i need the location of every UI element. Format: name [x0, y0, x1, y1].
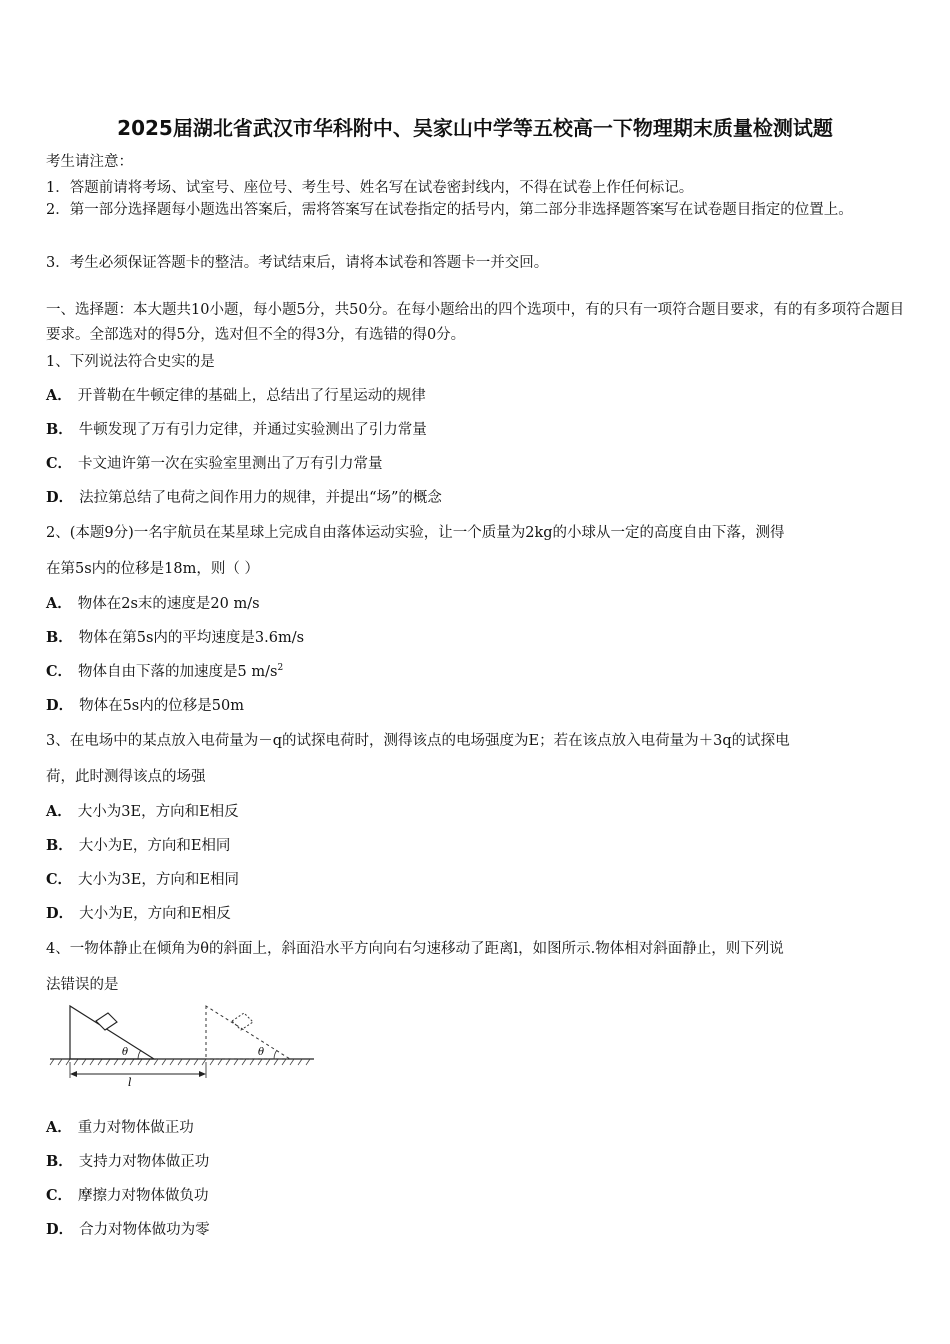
- option-text: 大小为3E，方向和E相同: [78, 872, 239, 888]
- distance-arrow-head-right: [199, 1071, 206, 1077]
- angle-arc-solid: [138, 1050, 141, 1059]
- page-title: 2025届湖北省武汉市华科附中、吴家山中学等五校高一下物理期末质量检测试题: [117, 116, 833, 140]
- q4-option-a: [46, 1116, 908, 1137]
- angle-label-dashed: θ: [258, 1047, 265, 1058]
- q4-option-b: [46, 1150, 908, 1171]
- superscript: 2: [277, 663, 284, 674]
- block-solid: [96, 1013, 117, 1030]
- distance-arrow-head-left: [70, 1071, 77, 1077]
- q4-option-c: [46, 1184, 908, 1205]
- notice-item-3: 3．考生必须保证答题卡的整洁。考试结束后，请将本试卷和答题卡一并交回。: [46, 255, 549, 271]
- incline-diagram-svg: [46, 1000, 326, 1090]
- notice-item-1: 1．答题前请将考场、试室号、座位号、考生号、姓名写在试卷密封线内，不得在试卷上作任何标记。: [46, 180, 694, 196]
- option-text: 物体在第5s内的平均速度是3.6m/s: [78, 630, 305, 646]
- option-letter: D．: [46, 905, 74, 922]
- option-text: 牛顿发现了万有引力定律，并通过实验测出了引力常量: [78, 422, 427, 438]
- section-intro: 一、选择题：本大题共10小题，每小题5分，共50分。在每小题给出的四个选项中，有的只有一项符合题目要求，有的有多项符合题目要求。全部选对的得5分，选对但不全的得3分，有选错的得0分。: [46, 302, 905, 343]
- q2-stem-line-1: 2、(本题9分)一名宇航员在某星球上完成自由落体运动实验，让一个质量为2kg的小球从一定的高度自由下落，测得: [46, 525, 785, 541]
- option-letter: A．: [46, 1119, 72, 1136]
- option-letter: A．: [46, 595, 72, 612]
- q1-stem: 1、下列说法符合史实的是: [46, 354, 215, 370]
- q2-option-a: [46, 592, 908, 613]
- q2-option-b: [46, 626, 908, 647]
- option-letter: D．: [46, 697, 74, 714]
- notice-heading: 考生请注意：: [46, 154, 133, 170]
- option-text: 摩擦力对物体做负功: [78, 1188, 209, 1204]
- option-text: 大小为E，方向和E相同: [78, 838, 231, 854]
- option-text: 卡文迪许第一次在实验室里测出了万有引力常量: [78, 456, 383, 472]
- q3-option-a: [46, 800, 908, 821]
- option-text: 大小为E，方向和E相反: [79, 906, 231, 922]
- option-letter: B．: [46, 629, 73, 646]
- q3-stem-line-1: 3、在电场中的某点放入电荷量为－q的试探电荷时，测得该点的电场强度为E；若在该点放入电荷量为＋3q的试探电: [46, 733, 790, 749]
- incline-diagram: [46, 1000, 326, 1090]
- option-letter: B．: [46, 1153, 73, 1170]
- incline-dashed: [206, 1006, 290, 1059]
- option-letter: C．: [46, 871, 73, 888]
- option-letter: C．: [46, 455, 73, 472]
- distance-label: l: [128, 1076, 132, 1089]
- q1-option-d: [46, 486, 908, 507]
- option-text: 物体在2s末的速度是20 m/s: [77, 596, 260, 612]
- q2-stem-line-2: 在第5s内的位移是18m，则（ ）: [46, 561, 259, 577]
- option-letter: A．: [46, 803, 72, 820]
- ground-hatching: [50, 1059, 310, 1065]
- q4-stem-line-2: 法错误的是: [46, 977, 119, 993]
- option-letter: B．: [46, 837, 73, 854]
- option-text: 物体在5s内的位移是50m: [79, 698, 244, 714]
- q1-option-c: [46, 452, 908, 473]
- option-letter: A．: [46, 387, 72, 404]
- option-text: 大小为3E，方向和E相反: [77, 804, 239, 820]
- option-letter: C．: [46, 663, 73, 680]
- option-letter: D．: [46, 1221, 74, 1238]
- q3-stem-line-2: 荷，此时测得该点的场强: [46, 769, 206, 785]
- option-text: 物体自由下落的加速度是5 m/s: [78, 664, 278, 680]
- angle-arc-dashed: [274, 1050, 277, 1059]
- q2-option-c: [46, 660, 908, 681]
- block-dashed: [232, 1013, 253, 1030]
- q4-stem-line-1: 4、一物体静止在倾角为θ的斜面上，斜面沿水平方向向右匀速移动了距离l，如图所示.物体相对斜面静止，则下列说: [46, 941, 784, 957]
- q3-option-d: [46, 902, 908, 923]
- angle-label-solid: θ: [122, 1047, 129, 1058]
- q2-option-d: [46, 694, 908, 715]
- notice-item-2: 2．第一部分选择题每小题选出答案后，需将答案写在试卷指定的括号内，第二部分非选择题答案写在试卷题目指定的位置上。: [46, 202, 853, 218]
- q1-option-b: [46, 418, 908, 439]
- option-text: 支持力对物体做正功: [78, 1154, 210, 1170]
- option-letter: C．: [46, 1187, 73, 1204]
- q1-option-a: [46, 384, 908, 405]
- q4-option-d: [46, 1218, 908, 1239]
- option-text: 重力对物体做正功: [77, 1120, 194, 1136]
- incline-solid: [70, 1006, 154, 1059]
- option-text: 法拉第总结了电荷之间作用力的规律，并提出“场”的概念: [79, 490, 442, 506]
- q3-option-b: [46, 834, 908, 855]
- option-text: 开普勒在牛顿定律的基础上，总结出了行星运动的规律: [77, 388, 426, 404]
- option-text: 合力对物体做功为零: [79, 1222, 210, 1238]
- option-letter: D．: [46, 489, 74, 506]
- q3-option-c: [46, 868, 908, 889]
- option-letter: B．: [46, 421, 73, 438]
